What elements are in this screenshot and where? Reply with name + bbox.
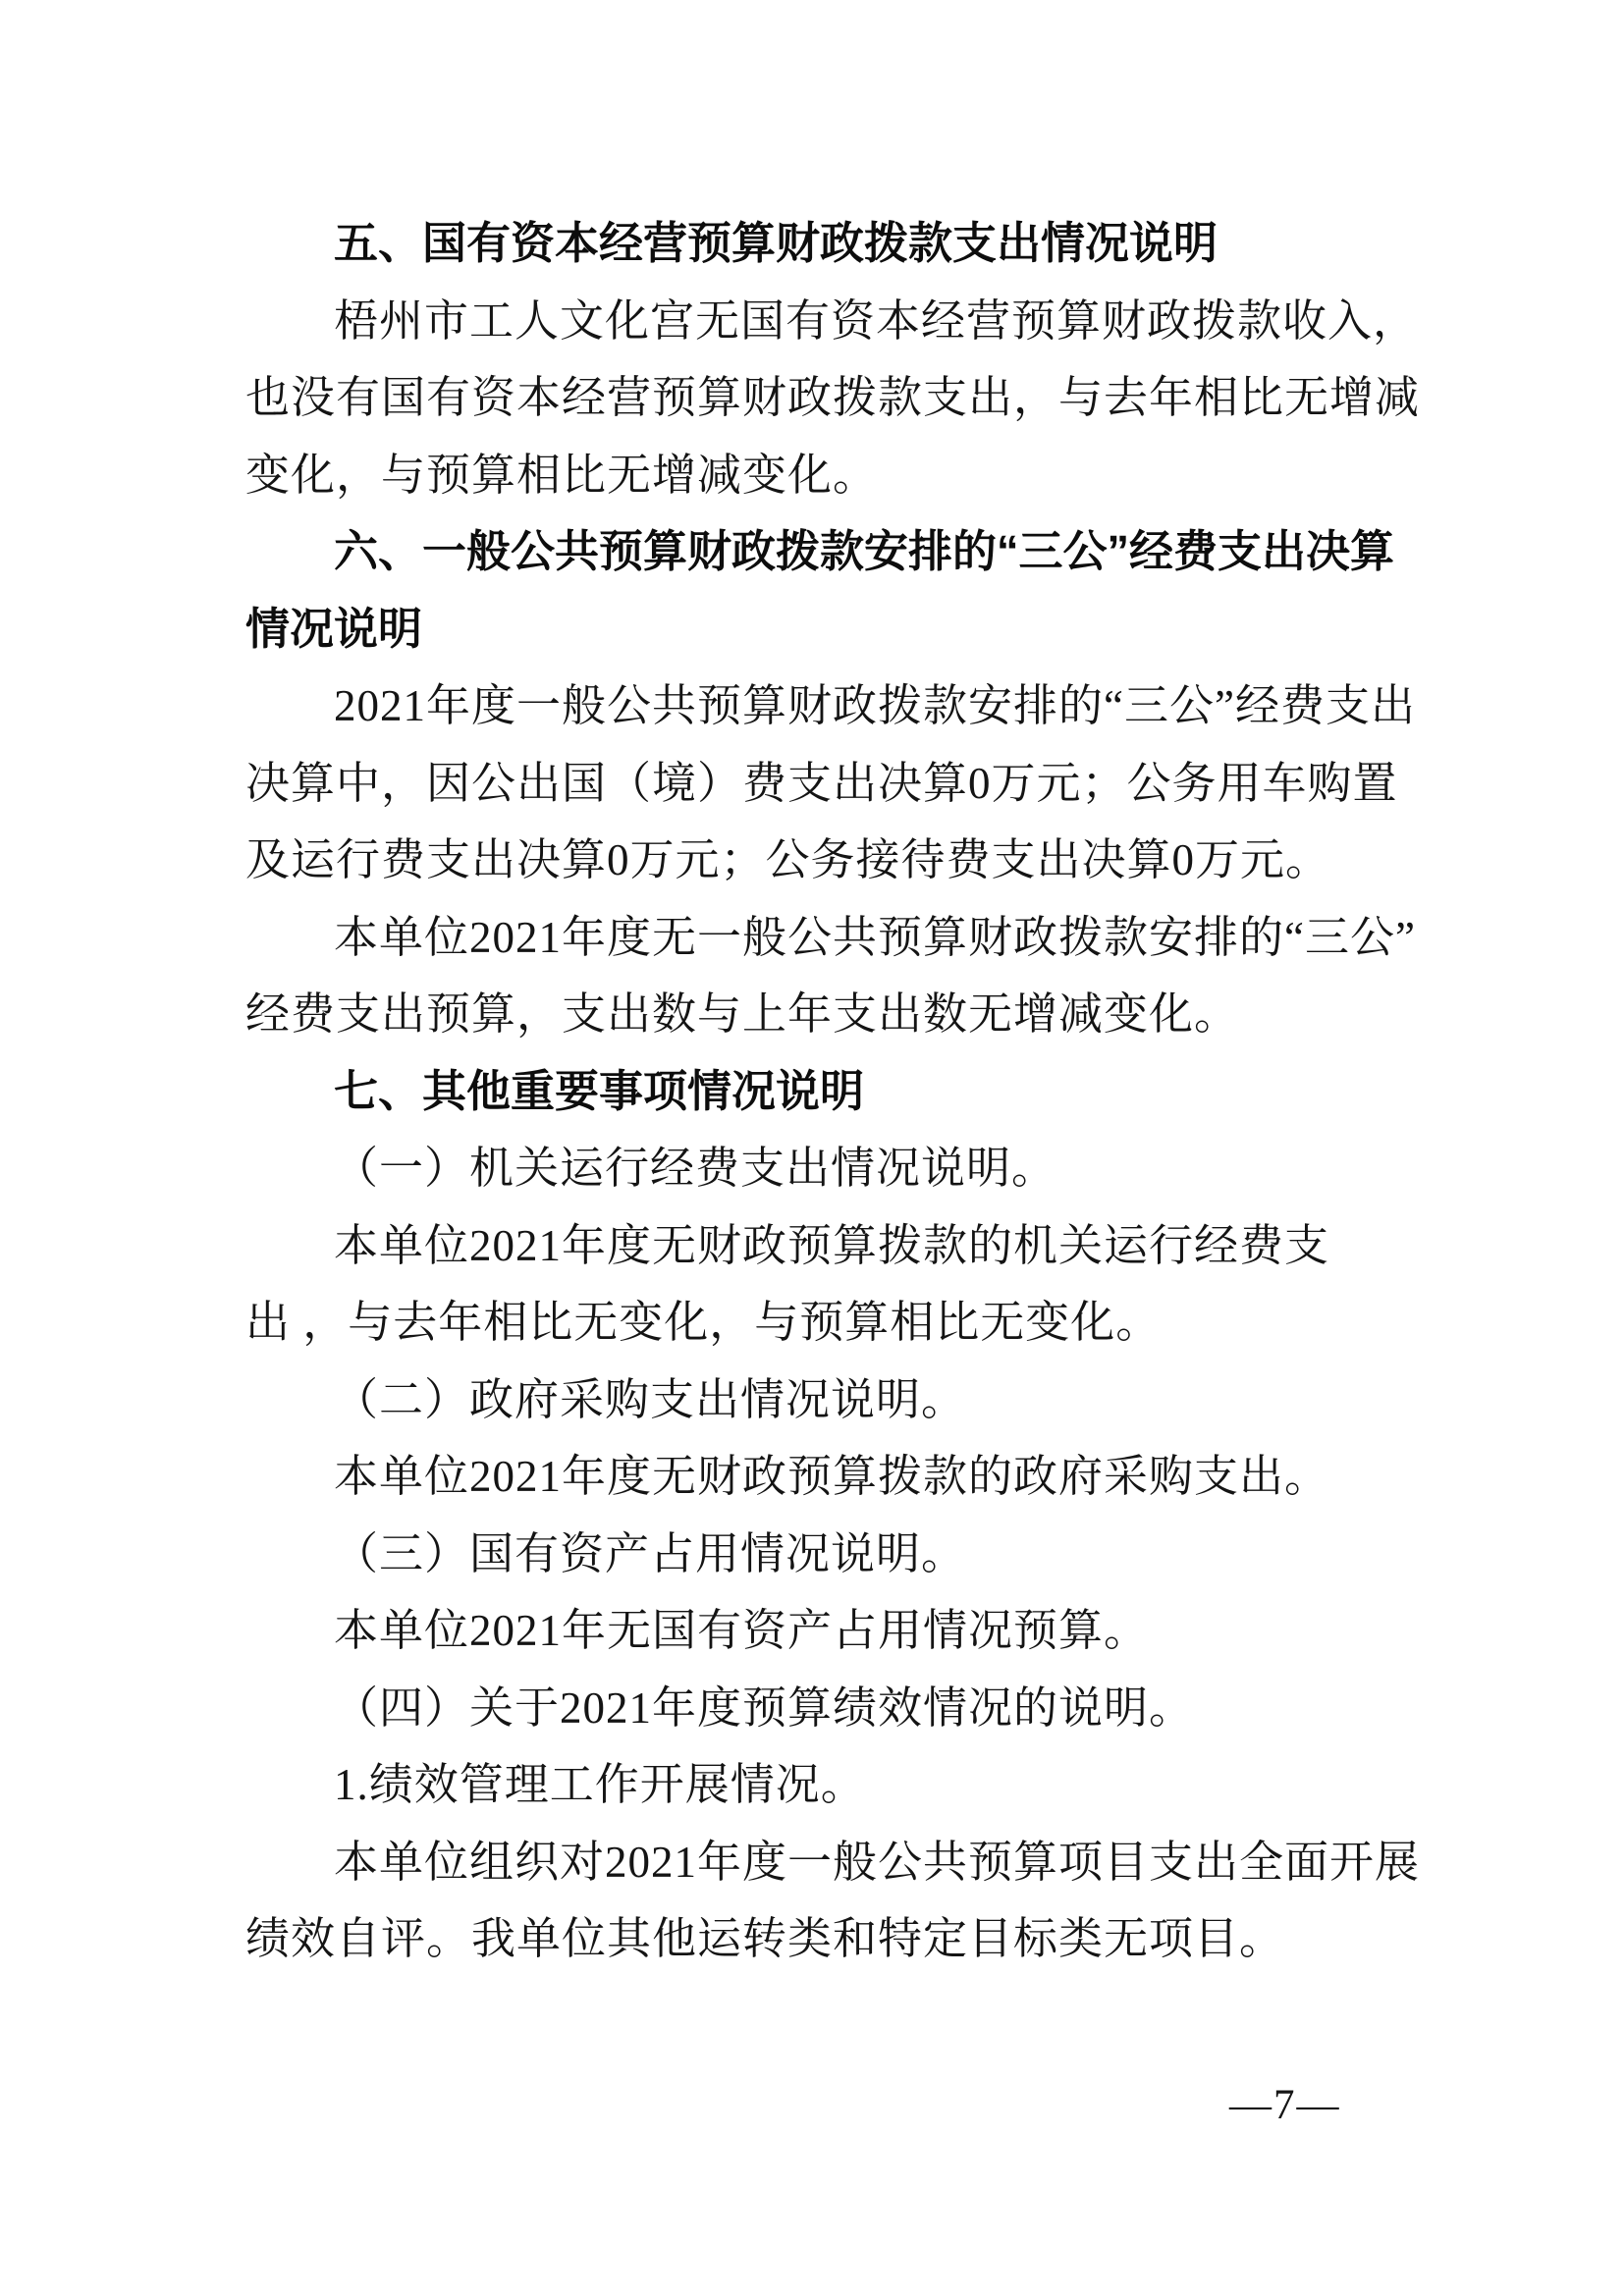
text-line: 变化，与预算相比无增减变化。 [245, 450, 879, 500]
text-line: 1.绩效管理工作开展情况。 [334, 1760, 866, 1809]
section-heading: 情况说明 [245, 603, 423, 654]
text-line: （三）国有资产占用情况说明。 [334, 1528, 967, 1578]
text-line: 本单位组织对2021年度一般公共预算项目支出全面开展 [334, 1837, 1421, 1887]
text-line: 出 ，与去年相比无变化，与预算相比无变化。 [245, 1298, 1162, 1347]
text-line: 2021年度一般公共预算财政拨款安排的“三公”经费支出 [334, 681, 1416, 730]
section-heading: 六、一般公共预算财政拨款安排的“三公”经费支出决算 [334, 526, 1395, 576]
section-heading: 七、其他重要事项情况说明 [334, 1065, 865, 1116]
text-line: （一）机关运行经费支出情况说明。 [334, 1144, 1057, 1193]
text-line: 本单位2021年度无一般公共预算财政拨款安排的“三公” [334, 912, 1416, 962]
text-line: 经费支出预算，支出数与上年支出数无增减变化。 [245, 989, 1240, 1039]
text-line: 本单位2021年度无财政预算拨款的机关运行经费支 [334, 1220, 1330, 1270]
text-line: 决算中，因公出国（境）费支出决算0万元；公务用车购置 [245, 758, 1398, 808]
text-line: 本单位2021年度无财政预算拨款的政府采购支出。 [334, 1452, 1330, 1501]
text-line: （二）政府采购支出情况说明。 [334, 1374, 967, 1424]
document-body [245, 205, 1421, 1978]
text-line: 也没有国有资本经营预算财政拨款支出，与去年相比无增减 [245, 373, 1421, 422]
text-line: 及运行费支出决算0万元；公务接待费支出决算0万元。 [245, 835, 1331, 884]
text-line: 梧州市工人文化宫无国有资本经营预算财政拨款收入， [334, 295, 1419, 346]
section-heading: 五、国有资本经营预算财政拨款支出情况说明 [334, 218, 1218, 268]
text-line: 本单位2021年无国有资产占用情况预算。 [334, 1606, 1150, 1655]
text-line: 绩效自评。我单位其他运转类和特定目标类无项目。 [245, 1914, 1285, 1963]
text-line: （四）关于2021年度预算绩效情况的说明。 [334, 1682, 1195, 1733]
page-number: —7— [1229, 2082, 1341, 2128]
